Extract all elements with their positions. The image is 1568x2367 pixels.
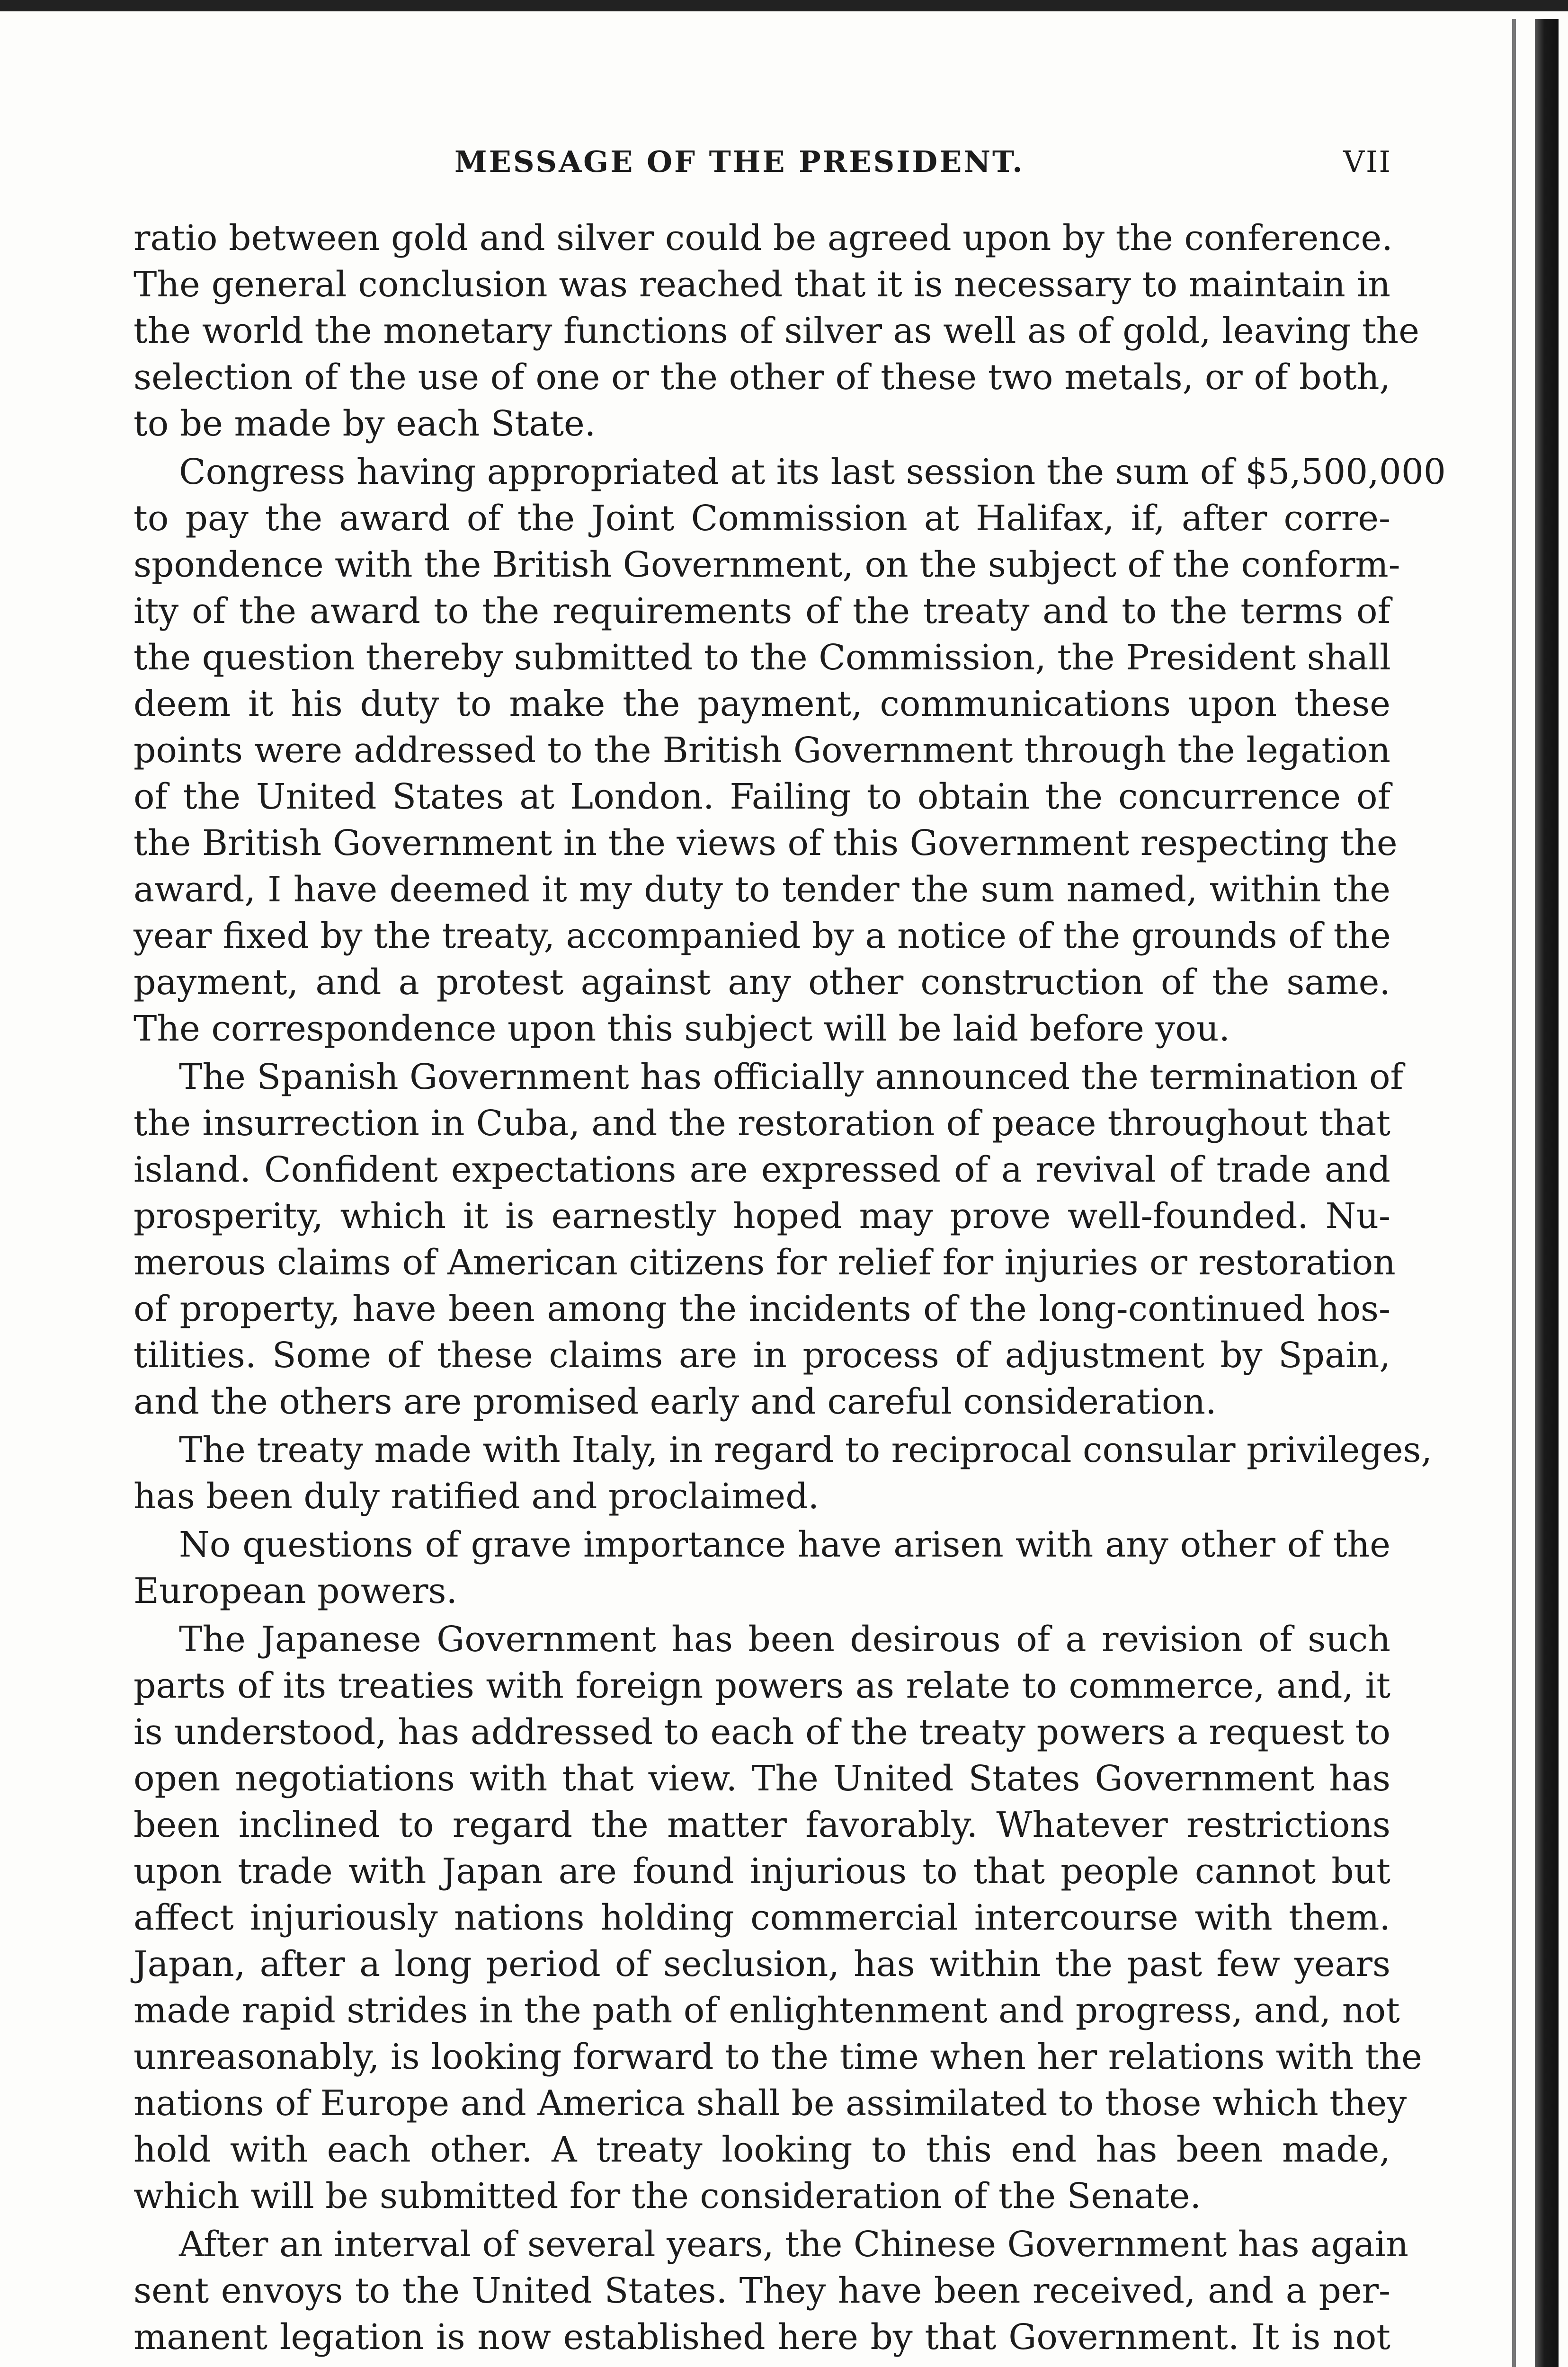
text-line: is understood, has addressed to each of the treaty powers a request to — [134, 1712, 1390, 1753]
text-line: and the others are promised early and careful consideration. — [134, 1381, 1217, 1422]
text-line: made rapid strides in the path of enlightenment and progress, and, not — [134, 1990, 1400, 2031]
text-line: to be made by each State. — [134, 403, 596, 444]
text-line: prosperity, which it is earnestly hoped may prove well-founded. Nu- — [134, 1196, 1390, 1237]
text-line: The Japanese Government has been desirous of a revision of such — [179, 1619, 1390, 1660]
text-line: sent envoys to the United States. They have been received, and a per- — [134, 2270, 1390, 2311]
text-line: After an interval of several years, the Chinese Government has again — [179, 2224, 1409, 2265]
paragraph — [134, 1522, 1390, 1614]
text-line: Congress having appropriated at its last session the sum of $5,500,000 — [179, 452, 1446, 492]
text-line: award, I have deemed it my duty to tender the sum named, within the — [134, 869, 1390, 910]
text-line: the British Government in the views of this Government respecting the — [134, 823, 1398, 863]
text-line: The treaty made with Italy, in regard to reciprocal consular privileges, — [179, 1430, 1432, 1470]
text-line: ratio between gold and silver could be agreed upon by the conference. — [134, 218, 1393, 258]
text-line: deem it his duty to make the payment, communications upon these — [134, 684, 1390, 724]
text-line: has been duly ratified and proclaimed. — [134, 1476, 820, 1517]
text-line: of the United States at London. Failing to obtain the concurrence of — [134, 776, 1390, 817]
text-line: manent legation is now established here by that Government. It is not — [134, 2317, 1390, 2358]
paragraph — [134, 1427, 1432, 1520]
text-line: open negotiations with that view. The United States Government has — [134, 1758, 1390, 1799]
text-line: tilities. Some of these claims are in process of adjustment by Spain, — [134, 1335, 1390, 1376]
text-line: Japan, after a long period of seclusion, has within the past few years — [134, 1944, 1390, 1984]
text-line: year fixed by the treaty, accompanied by a notice of the grounds of the — [134, 916, 1391, 956]
paragraph — [134, 1054, 1403, 1425]
text-line: which will be submitted for the consideration of the Senate. — [134, 2176, 1201, 2216]
text-line: upon trade with Japan are found injurious to that people cannot but — [134, 1851, 1390, 1892]
text-line: selection of the use of one or the other of these two metals, or of both, — [134, 357, 1390, 398]
text-line: The general conclusion was reached that it is necessary to maintain in — [134, 264, 1390, 305]
page-binding-edge — [1535, 19, 1559, 2367]
text-line: to pay the award of the Joint Commission at Halifax, if, after corre- — [134, 498, 1390, 539]
top-edge-rule — [0, 0, 1568, 11]
text-line: European powers. — [134, 1571, 457, 1611]
page-number: VII — [1343, 144, 1392, 179]
text-line: ity of the award to the requirements of the treaty and to the terms of — [134, 591, 1390, 632]
running-head: MESSAGE OF THE PRESIDENT. — [454, 144, 1025, 179]
paragraph — [134, 215, 1419, 447]
text-line: nations of Europe and America shall be assimilated to those which they — [134, 2083, 1407, 2124]
text-line: merous claims of American citizens for relief for injuries or restoration — [134, 1242, 1396, 1283]
text-line: the world the monetary functions of silver as well as of gold, leaving the — [134, 311, 1419, 351]
text-line: the question thereby submitted to the Commission, the President shall — [134, 637, 1391, 678]
paragraph — [134, 449, 1446, 1052]
text-line: The Spanish Government has officially announced the termination of — [179, 1057, 1403, 1097]
text-line: hold with each other. A treaty looking to this end has been made, — [134, 2129, 1390, 2170]
text-line: spondence with the British Government, on the subject of the conform- — [134, 544, 1400, 585]
text-line: unreasonably, is looking forward to the time when her relations with the — [134, 2037, 1422, 2077]
text-line: been inclined to regard the matter favorably. Whatever restrictions — [134, 1805, 1390, 1845]
body-text — [134, 215, 1446, 2362]
text-line: The correspondence upon this subject will be laid before you. — [134, 1008, 1230, 1049]
text-line: affect injuriously nations holding commercial intercourse with them. — [134, 1897, 1390, 1938]
paragraph — [134, 2221, 1409, 2360]
text-line: parts of its treaties with foreign powers as relate to commerce, and, it — [134, 1665, 1390, 1706]
text-line: payment, and a protest against any other construction of the same. — [134, 962, 1390, 1003]
text-line: points were addressed to the British Government through the legation — [134, 730, 1390, 771]
text-line: No questions of grave importance have arisen with any other of the — [179, 1524, 1390, 1565]
text-line: the insurrection in Cuba, and the restoration of peace throughout that — [134, 1103, 1390, 1144]
page-header — [133, 144, 1392, 187]
text-line: of property, have been among the incidents of the long-continued hos- — [134, 1289, 1390, 1329]
page-gutter-line — [1512, 19, 1516, 2367]
paragraph — [134, 1616, 1422, 2219]
text-line: island. Confident expectations are expressed of a revival of trade and — [134, 1149, 1390, 1190]
